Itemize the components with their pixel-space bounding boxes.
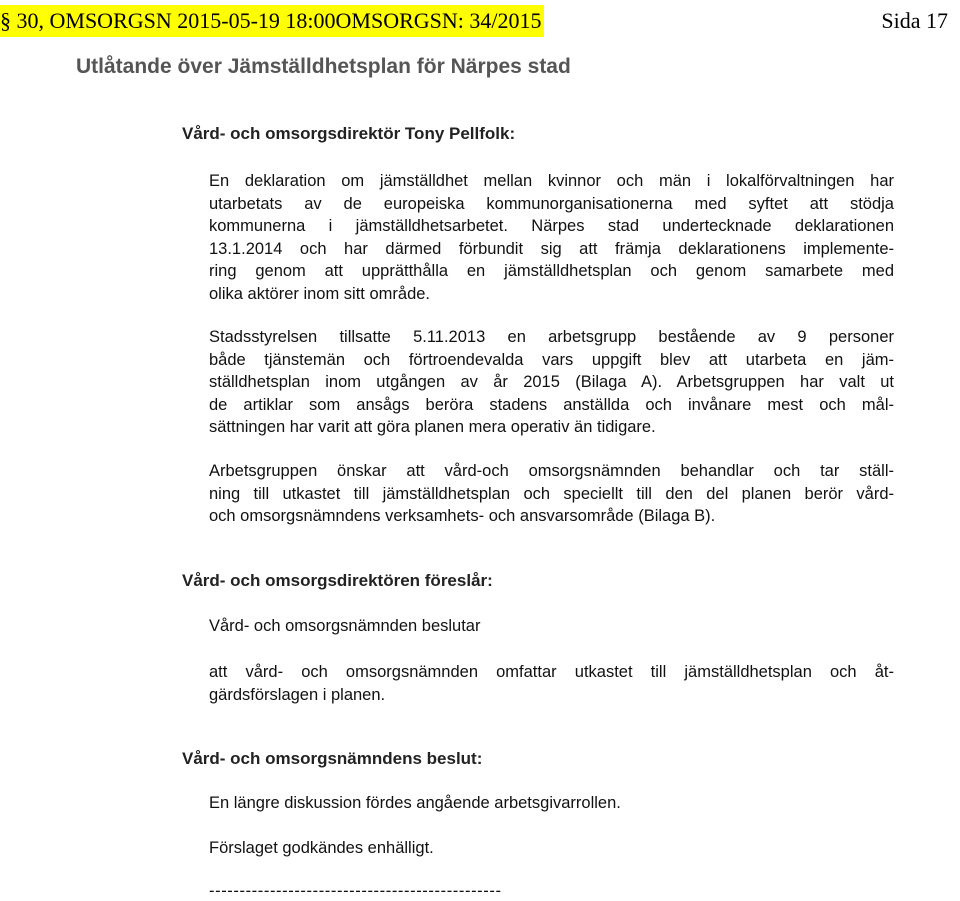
paragraph-proposal [209,661,894,706]
text-line: ställdhetsplan inom utgången av år 2015 (Bilaga A). Arbetsgruppen har valt ut [209,373,894,391]
text-line: och omsorgsnämndens verksamhets- och ansvarsområde (Bilaga B). [209,507,716,525]
paragraph-working-group [209,326,894,439]
text-line: gärdsförslagen i planen. [209,685,386,704]
text-line: utarbetats av de europeiska kommunorganisationerna med syftet att stödja [209,194,894,213]
decision-approved: Förslaget godkändes enhälligt. [209,839,434,857]
text-line: att vård- och omsorgsnämnden omfattar utkastet till jämställdhetsplan och åt- [209,663,894,681]
separator-line: ------------------------------------------------ [209,882,502,900]
text-line: sättningen har varit att göra planen mera operativ än tidigare. [209,418,656,436]
proposal-heading: Vård- och omsorgsdirektören föreslår: [182,571,493,590]
text-line: de artiklar som ansågs beröra stadens anställda och invånare mest och mål- [209,395,894,414]
decision-discussion: En längre diskussion fördes angående arbetsgivarrollen. [209,794,621,812]
text-line: ning till utkastet till jämställdhetsplan och speciellt till den del planen berör vård- [209,484,894,503]
document-title: Utlåtande över Jämställdhetsplan för Närpes stad [76,55,571,78]
paragraph-declaration [209,170,894,305]
document-header [0,5,960,37]
proposal-intro: Vård- och omsorgsnämnden beslutar [209,617,481,635]
text-line: kommunerna i jämställdhetsarbetet. Närpes stad undertecknade deklarationen [209,217,894,235]
protocol-reference: § 30, OMSORGSN 2015-05-19 18:00OMSORGSN: 34/2015 [0,5,544,37]
text-line: olika aktörer inom sitt område. [209,284,431,303]
text-line: En deklaration om jämställdhet mellan kvinnor och män i lokalförvaltningen har [209,172,894,190]
text-line: Stadsstyrelsen tillsatte 5.11.2013 en arbetsgrupp bestående av 9 personer [209,328,894,346]
page-number: Sida 17 [881,8,948,33]
decision-heading: Vård- och omsorgsnämndens beslut: [182,749,483,768]
text-line: ring genom att upprätthålla en jämställdhetsplan och genom samarbete med [209,262,894,280]
paragraph-request [209,460,894,528]
text-line: både tjänstemän och förtroendevalda vars uppgift blev att utarbeta en jäm- [209,350,894,369]
director-heading: Vård- och omsorgsdirektör Tony Pellfolk: [182,124,516,143]
text-line: Arbetsgruppen önskar att vård-och omsorgsnämnden behandlar och tar ställ- [209,462,894,480]
text-line: 13.1.2014 och har därmed förbundit sig att främja deklarationens implemente- [209,239,894,258]
